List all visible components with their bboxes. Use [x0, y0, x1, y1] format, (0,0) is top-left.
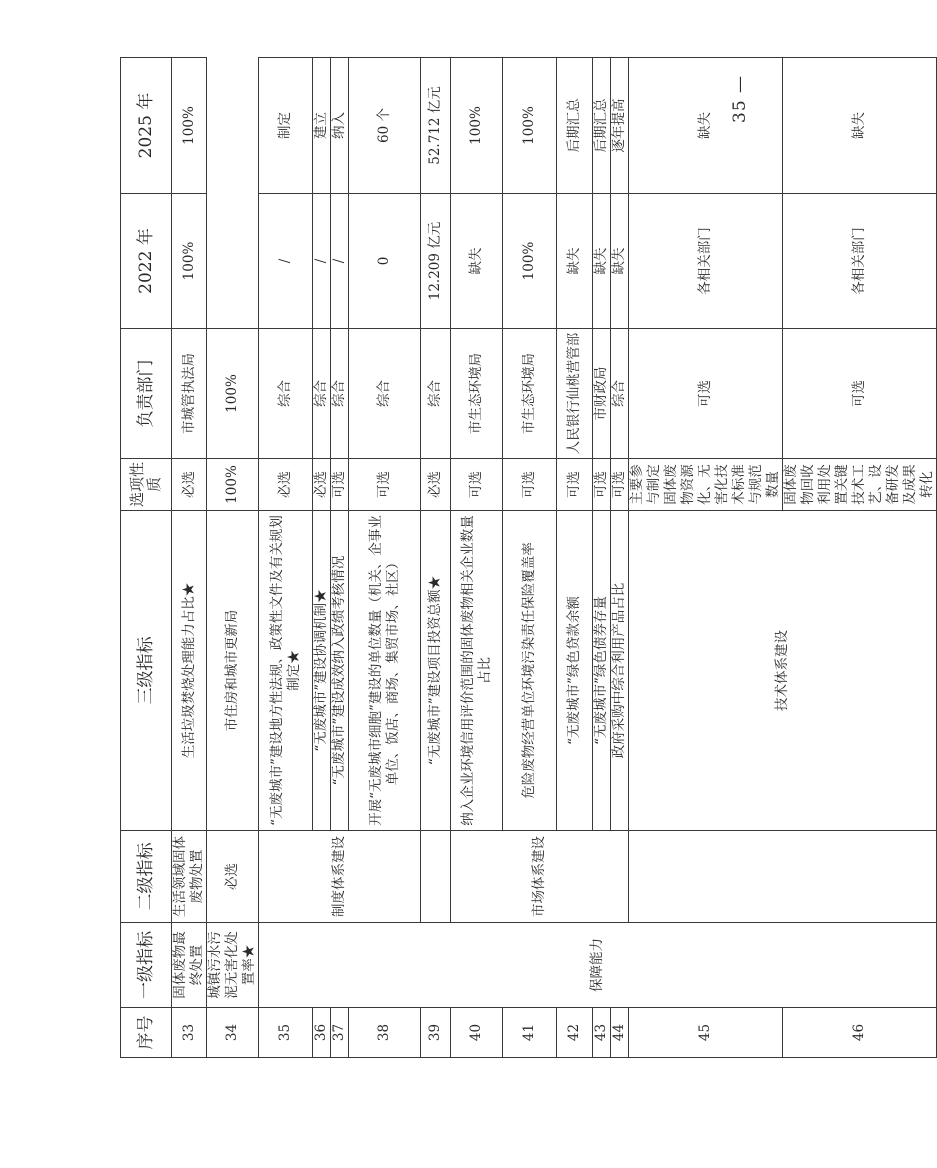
cell-type: 可选 — [629, 329, 783, 459]
header-dept: 负责部门 — [121, 329, 172, 459]
cell-dept: 市城管执法局 — [172, 329, 207, 459]
cell-no: 42 — [557, 1008, 593, 1058]
cell-2025: 52.712 亿元 — [421, 58, 451, 194]
cell-dept: 各相关部门 — [629, 194, 783, 329]
header-no: 序号 — [121, 1008, 172, 1058]
cell-dept: 各相关部门 — [783, 194, 937, 329]
cell-2022: 12.209 亿元 — [421, 194, 451, 329]
table-row — [421, 58, 451, 1058]
cell-2022: 100% — [503, 194, 557, 329]
cell-2022: 缺失 — [783, 58, 937, 194]
table-row — [629, 58, 783, 1058]
cell-level3: “无废城市”绿色债券存量 — [593, 511, 611, 831]
cell-type: 可选 — [451, 459, 503, 511]
table-row — [451, 58, 503, 1058]
cell-no: 39 — [421, 1008, 451, 1058]
cell-level3: 政府采购中综合利用产品占比 — [611, 511, 629, 831]
cell-2025: 100% — [503, 58, 557, 194]
cell-2022: 缺失 — [611, 194, 629, 329]
cell-level3: “无废城市”绿色贷款余额 — [557, 511, 593, 831]
header-2022: 2022 年 — [121, 194, 172, 329]
cell-no: 40 — [451, 1008, 503, 1058]
cell-2025: 建立 — [313, 58, 331, 194]
cell-2022: 缺失 — [451, 194, 503, 329]
table-header-row — [121, 58, 172, 1058]
cell-2022: / — [331, 194, 349, 329]
cell-type: 可选 — [783, 329, 937, 459]
cell-no: 45 — [629, 1008, 783, 1058]
cell-type: 必选 — [313, 459, 331, 511]
cell-no: 35 — [259, 1008, 313, 1058]
cell-2025: 100% — [451, 58, 503, 194]
cell-level3: 城镇污水污泥无害化处置率★ — [207, 923, 259, 1008]
cell-dept: 市财政局 — [593, 329, 611, 459]
cell-type: 可选 — [503, 459, 557, 511]
cell-type: 必选 — [172, 459, 207, 511]
cell-2022: 100% — [207, 459, 259, 511]
cell-dept: 综合 — [349, 329, 421, 459]
cell-type: 必选 — [207, 831, 259, 923]
cell-type: 可选 — [331, 459, 349, 511]
header-level1: 一级指标 — [121, 923, 172, 1008]
cell-no: 46 — [783, 1008, 937, 1058]
cell-2022: 0 — [349, 194, 421, 329]
cell-level3: “无废城市”建设项目投资总额★ — [421, 511, 451, 831]
cell-dept: 综合 — [313, 329, 331, 459]
header-type: 选项性质 — [121, 459, 172, 511]
cell-level3: 纳入企业环境信用评价范围的固体废物相关企业数量占比 — [451, 511, 503, 831]
cell-2025: 100% — [207, 329, 259, 459]
cell-type: 可选 — [611, 459, 629, 511]
cell-level3: 开展“无废城市细胞”建设的单位数量（机关、企事业单位、饭店、商场、集贸市场、社区） — [349, 511, 421, 831]
cell-level3: 固体废物回收利用处置关键技术工艺、设备研发及成果转化 — [783, 459, 937, 511]
cell-no: 33 — [172, 1008, 207, 1058]
cell-level2: 生活领域固体废物处置 — [172, 831, 207, 923]
cell-dept: 综合 — [259, 329, 313, 459]
cell-type: 必选 — [421, 459, 451, 511]
cell-2025: 纳入 — [331, 58, 349, 194]
cell-level3: “无废城市”建设地方性法规、政策性文件及有关规划制定★ — [259, 511, 313, 831]
cell-level2: 制度体系建设 — [259, 831, 421, 923]
cell-no: 37 — [331, 1008, 349, 1058]
table-row — [259, 58, 313, 1058]
cell-level1-empty — [629, 831, 937, 923]
cell-2022: 缺失 — [629, 58, 783, 194]
table-row — [172, 58, 207, 1058]
cell-no: 43 — [593, 1008, 611, 1058]
cell-2025: 100% — [172, 58, 207, 194]
cell-2025: 后期汇总 — [557, 58, 593, 194]
cell-level1: 固体废物最终处置 — [172, 923, 207, 1008]
header-level3: 三级指标 — [121, 511, 172, 831]
cell-level2: 市场体系建设 — [451, 831, 629, 923]
cell-level3: 主要参与制定固体废物资源化、无害化技术标准与规范数量 — [629, 459, 783, 511]
cell-2025: 后期汇总 — [593, 58, 611, 194]
cell-dept: 综合 — [331, 329, 349, 459]
cell-level1: 保障能力 — [259, 923, 937, 1008]
cell-type: 可选 — [593, 459, 611, 511]
cell-type: 可选 — [557, 459, 593, 511]
cell-no: 41 — [503, 1008, 557, 1058]
cell-no: 34 — [207, 1008, 259, 1058]
page-number: 35 — — [730, 74, 750, 123]
cell-2022: 100% — [172, 194, 207, 329]
table-row — [207, 58, 259, 1058]
cell-2022: / — [259, 194, 313, 329]
cell-dept: 综合 — [421, 329, 451, 459]
cell-dept: 市住房和城市更新局 — [207, 511, 259, 831]
indicator-table — [120, 57, 937, 1058]
header-2025: 2025 年 — [121, 58, 172, 194]
cell-level2 — [421, 831, 451, 923]
cell-level3: “无废城市”建设成效纳入政绩考核情况 — [331, 511, 349, 831]
cell-2025: 制定 — [259, 58, 313, 194]
cell-2025: 60 个 — [349, 58, 421, 194]
cell-dept: 综合 — [611, 329, 629, 459]
cell-2022: 缺失 — [557, 194, 593, 329]
cell-level3: 危险废物经营单位环境污染责任保险覆盖率 — [503, 511, 557, 831]
cell-2022: 缺失 — [593, 194, 611, 329]
cell-no: 36 — [313, 1008, 331, 1058]
cell-level2: 技术体系建设 — [629, 511, 937, 831]
cell-level3: “无废城市”建设协调机制★ — [313, 511, 331, 831]
cell-dept: 市生态环境局 — [451, 329, 503, 459]
cell-2025: 逐年提高 — [611, 58, 629, 194]
cell-2022: / — [313, 194, 331, 329]
cell-dept: 人民银行仙桃营管部 — [557, 329, 593, 459]
cell-dept: 市生态环境局 — [503, 329, 557, 459]
cell-type: 必选 — [259, 459, 313, 511]
cell-no: 44 — [611, 1008, 629, 1058]
cell-level3: 生活垃圾焚烧处理能力占比★ — [172, 511, 207, 831]
header-level2: 二级指标 — [121, 831, 172, 923]
cell-type: 可选 — [349, 459, 421, 511]
cell-no: 38 — [349, 1008, 421, 1058]
